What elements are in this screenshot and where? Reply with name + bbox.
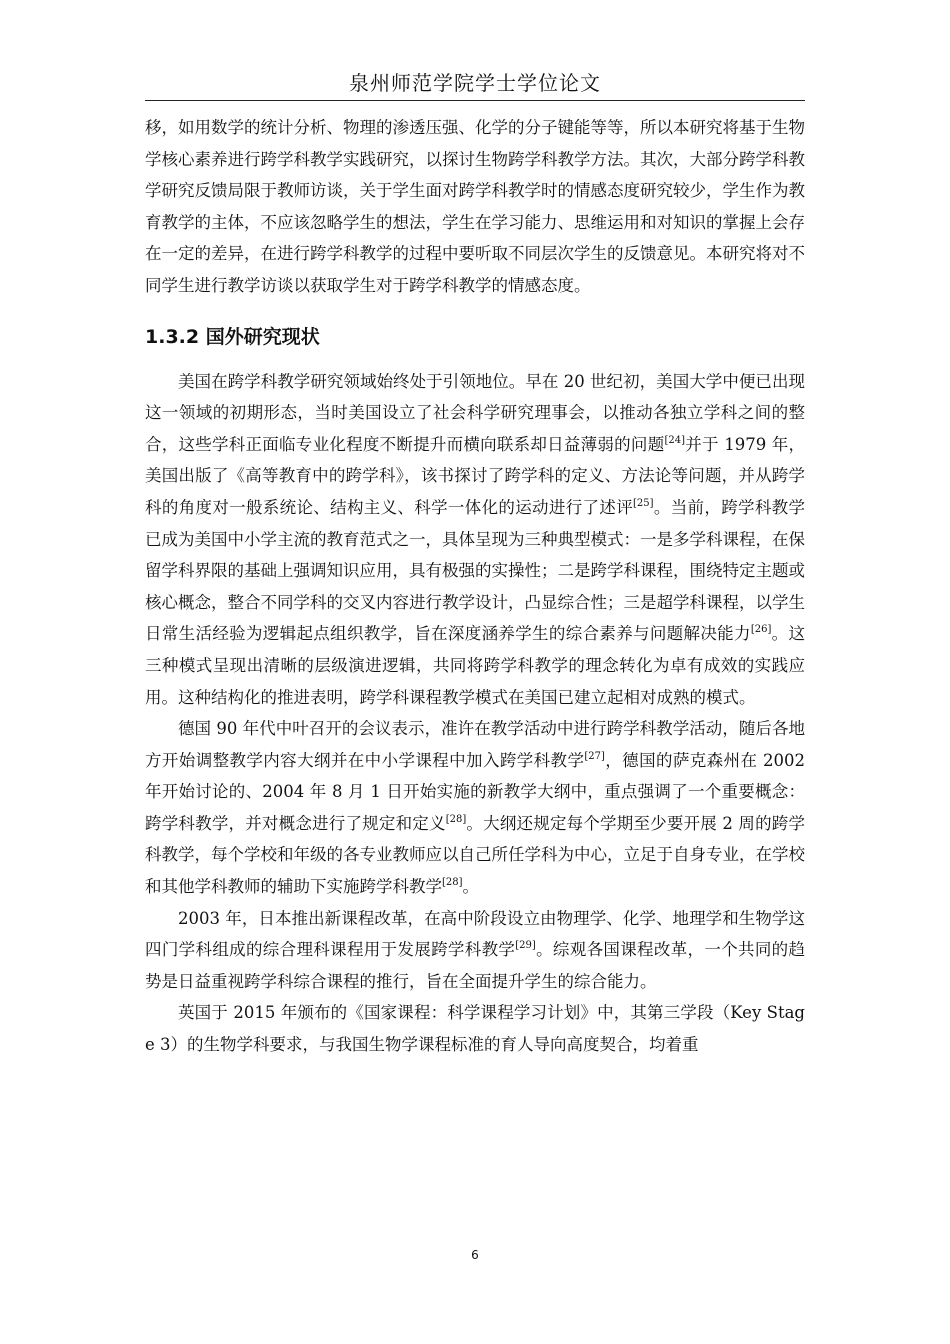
paragraph-uk: 英国于 2015 年颁布的《国家课程：科学课程学习计划》中，其第三学段（Key Stage 3）的生物学科要求，与我国生物学课程标准的育人导向高度契合，均着重 <box>145 1003 805 1055</box>
citation: [28] <box>445 813 467 825</box>
paragraph-continued: 移，如用数学的统计分析、物理的渗透压强、化学的分子键能等等，所以本研究将基于生物学核心素养进行跨学科教学实践研究，以探讨生物跨学科教学方法。其次，大部分跨学科教学研究反馈局限于教师访谈，关于学生面对跨学科教学时的情感态度研究较少，学生作为教育教学的主体，不应该忽略学生的想法，学生在学习能力、思维运用和对知识的掌握上会存在一定的差异，在进行跨学科教学的过程中要听取不同层次学生的反馈意见。本研究将对不同学生进行教学访谈以获取学生对于跨学科教学的情感态度。 <box>145 118 805 295</box>
page-number: 6 <box>471 1248 479 1262</box>
citation: [26] <box>750 624 772 636</box>
citation: [28] <box>442 877 463 889</box>
citation: [29] <box>515 940 536 952</box>
citation: [24] <box>664 434 685 446</box>
header-title: 泉州师范学院学士学位论文 <box>349 71 601 95</box>
paragraph-germany: 德国 90 年代中叶召开的会议表示，准许在教学活动中进行跨学科教学活动，随后各地方开始调整教学内容大纲并在中小学课程中加入跨学科教学[27]，德国的萨克森州在 2002 年开始讨论的、2004 年 8 月 1 日开始实施的新教学大纲中，重点强调了一个重要概念：跨学科教学，并对概念进行了规定和定义[28]。大纲还规定每个学期至少要开展 2 周的跨学科教学，每个学校和年级的各专业教师应以自己所任学科为中心，立足于自身专业，在学校和其他学科教师的辅助下实施跨学科教学[28]。 <box>145 719 805 897</box>
section-heading: 1.3.2 国外研究现状 <box>145 325 320 348</box>
citation: [27] <box>584 750 605 762</box>
document-body <box>145 112 805 1061</box>
paragraph-usa: 美国在跨学科教学研究领域始终处于引领地位。早在 20 世纪初，美国大学中便已出现这一领域的初期形态，当时美国设立了社会科学研究理事会，以推动各独立学科之间的整合，这些学科正面临专业化程度不断提升而横向联系却日益薄弱的问题[24]并于 1979 年，美国出版了《高等教育中的跨学科》，该书探讨了跨学科的定义、方法论等问题，并从跨学科的角度对一般系统论、结构主义、科学一体化的运动进行了述评[25]。当前，跨学科教学已成为美国中小学主流的教育范式之一，具体呈现为三种典型模式：一是多学科课程，在保留学科界限的基础上强调知识应用，具有极强的实操性；二是跨学科课程，围绕特定主题或核心概念，整合不同学科的交叉内容进行教学设计，凸显综合性；三是超学科课程，以学生日常生活经验为逻辑起点组织教学，旨在深度涵养学生的综合素养与问题解决能力[26]。这三种模式呈现出清晰的层级演进逻辑，共同将跨学科教学的理念转化为卓有成效的实践应用。这种结构化的推进表明，跨学科课程教学模式在美国已建立起相对成熟的模式。 <box>145 371 806 707</box>
page-header <box>145 68 805 101</box>
citation: [25] <box>633 497 654 509</box>
paragraph-japan: 2003 年，日本推出新课程改革，在高中阶段设立由物理学、化学、地理学和生物学这四门学科组成的综合理科课程用于发展跨学科教学[29]。综观各国课程改革，一个共同的趋势是日益重视跨学科综合课程的推行，旨在全面提升学生的综合能力。 <box>145 908 805 991</box>
